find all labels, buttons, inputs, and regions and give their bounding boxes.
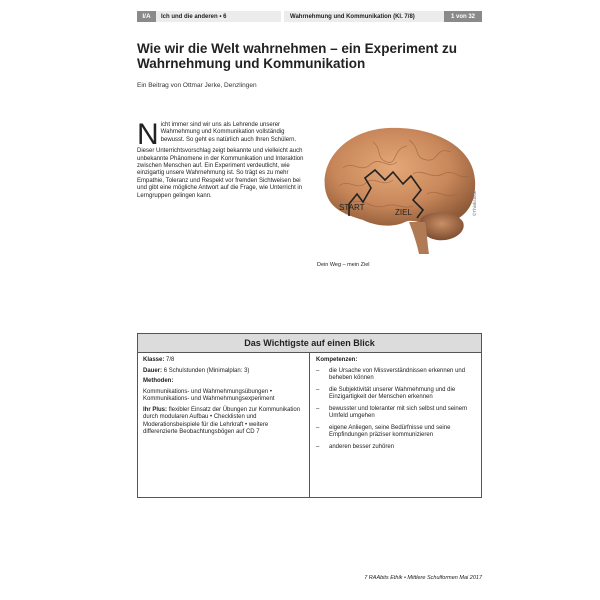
dauer-value: 6 Schulstunden (Minimalplan: 3) [163, 367, 250, 374]
kompetenz-item: – bewusster und toleranter mit sich selbst und seinem Umfeld umgehen [316, 406, 475, 421]
article-title: Wie wir die Welt wahrnehmen – ein Experiment zu Wahrnehmung und Kommunikation [137, 41, 457, 71]
page-footer: 7 RAAbits Ethik • Mittlere Schulformen Mai 2017 [364, 575, 482, 581]
summary-right-column [310, 353, 481, 497]
summary-box [137, 333, 482, 498]
goal-label: ZIEL [395, 208, 412, 217]
image-credit: ©Thinkstock [472, 191, 477, 216]
intro-para1-text: icht immer sind wir uns als Lehrende unserer Wahrnehmung und Kommunikation vollständig bewusst. So geht es natürlich auch Ihren Schülern. [160, 122, 297, 143]
klasse-row [143, 357, 304, 365]
summary-body [138, 353, 481, 497]
kompetenz-item: – die Ursache von Missverständnissen erkennen und beheben können [316, 368, 475, 383]
header-series: Ich und die anderen • 6 [156, 11, 281, 22]
methoden-label: Methoden: [143, 378, 174, 384]
kompetenz-item: – eigene Anliegen, seine Bedürfnisse und seine Empfindungen präziser kommunizieren [316, 425, 475, 440]
kompetenz-text: die Ursache von Missverständnissen erkennen und beheben können [329, 367, 466, 381]
summary-title: Das Wichtigste auf einen Blick [138, 334, 481, 353]
methoden-row [143, 378, 304, 404]
article-byline: Ein Beitrag von Ottmar Jerke, Denzlingen [137, 82, 257, 89]
klasse-label: Klasse: [143, 357, 165, 363]
plus-label: Ihr Plus: [143, 406, 168, 413]
kompetenz-text: bewusster und toleranter mit sich selbst und seinem Umfeld umgehen [329, 405, 468, 419]
summary-left-column [138, 353, 310, 497]
header-topic: Wahrnehmung und Kommunikation (Kl. 7/8) [284, 11, 444, 22]
klasse-value: 7/8 [166, 357, 175, 363]
kompetenzen-label: Kompetenzen: [316, 357, 358, 363]
kompetenz-text: eigene Anliegen, seine Bedürfnisse und seine Empfindungen präziser kommunizieren [329, 424, 451, 438]
header-page-number: 1 von 32 [444, 11, 482, 22]
brain-image [313, 118, 483, 258]
kompetenz-item: – die Subjektivität unserer Wahrnehmung und die Einzigartigkeit der Menschen erkennen [316, 387, 475, 402]
methoden-value: Kommunikations- und Wahrnehmungsübungen • Kommunikations- und Wahrnehmungsexperiment [143, 388, 275, 402]
image-caption: Dein Weg – mein Ziel [317, 262, 370, 268]
plus-value: flexibler Einsatz der Übungen zur Kommunikation durch modularen Aufbau • Checklisten und Moderationsbeispiele für die Lehrkraft • weitere differenzierte Beobachtungsbögen auf CD 7 [143, 406, 301, 435]
intro-paragraph-1 [137, 118, 307, 151]
kompetenz-item: – anderen besser zuhören [316, 443, 395, 450]
page-header [137, 11, 482, 22]
start-label: START [339, 203, 365, 212]
dauer-label: Dauer: [143, 367, 163, 374]
header-code: I/A [137, 11, 156, 22]
dauer-row [143, 368, 304, 376]
plus-row [143, 407, 304, 437]
intro-text [137, 118, 307, 204]
intro-paragraph-2: Dieser Unterrichtsvorschlag zeigt bekannte und vielleicht auch unbekannte Phänomene in der Kommunikation und Interaktion zwischen Menschen auf. Ein Experiment verdeutlicht, wie einzigartig unsere Wahrnehmung ist. So trägt es zu mehr Empathie, Toleranz und Respekt vor fremden Sichtweisen bei und gibt eine mögliche Antwort auf die Frage, wie Unterricht in Lerngruppen gelingen kann. [137, 148, 304, 199]
dropcap: N [137, 118, 159, 151]
kompetenz-text: anderen besser zuhören [329, 443, 395, 450]
kompetenz-text: die Subjektivität unserer Wahrnehmung und die Einzigartigkeit der Menschen erkennen [329, 386, 456, 400]
